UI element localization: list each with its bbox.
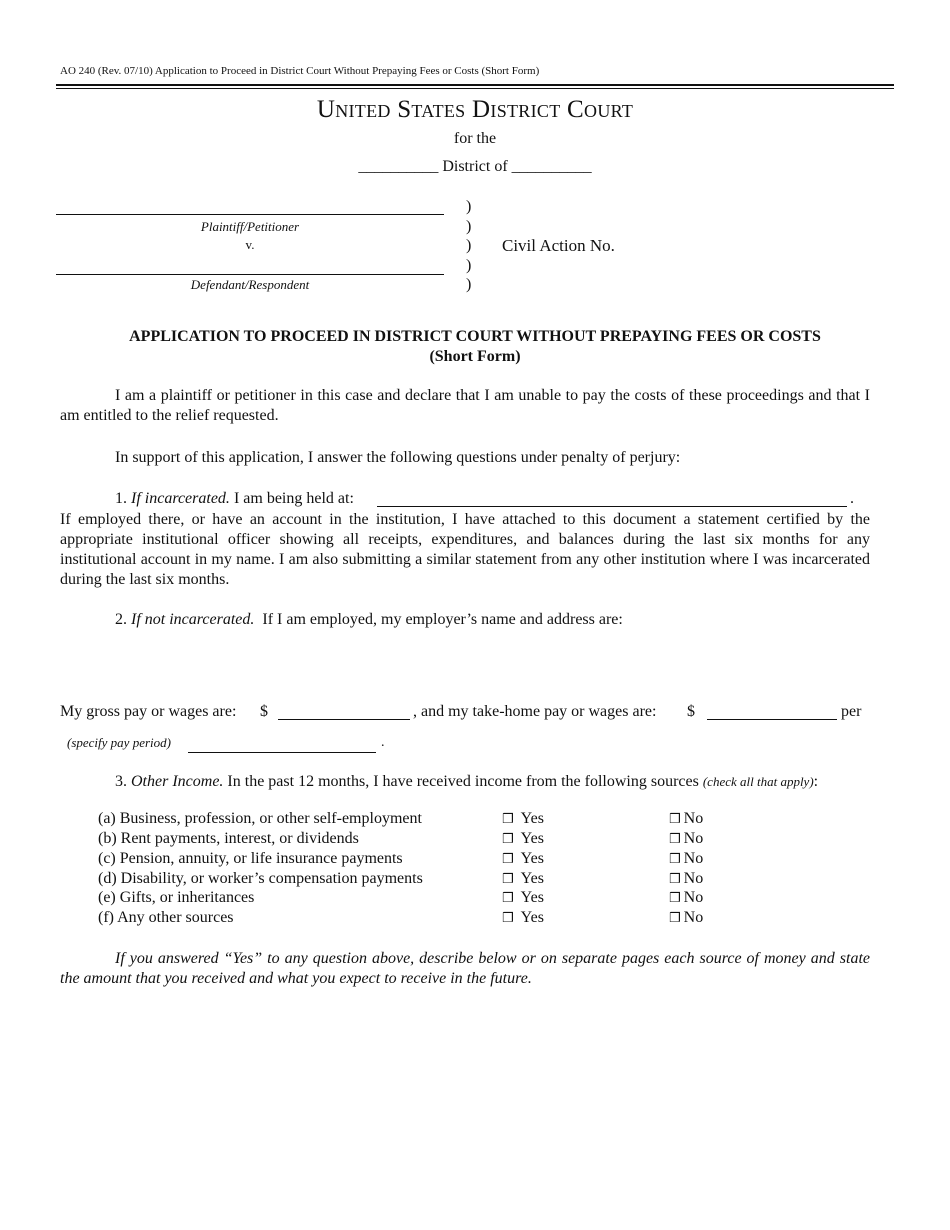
- no-label: No: [683, 909, 704, 926]
- court-name: United States District Court: [316, 96, 634, 123]
- caption-paren: ): [466, 237, 472, 254]
- gross-currency: $: [260, 703, 268, 720]
- q1-heading: If incarcerated.: [131, 490, 230, 507]
- checkbox-no-e[interactable]: [669, 889, 703, 907]
- yes-label: Yes: [520, 810, 544, 827]
- form-title: APPLICATION TO PROCEED IN DISTRICT COURT WITHOUT PREPAYING FEES OR COSTS: [129, 328, 821, 345]
- q3-prompt: In the past 12 months, I have received income from the following sources: [227, 773, 699, 790]
- checkbox-icon: ❒: [669, 891, 681, 906]
- checkbox-yes-d[interactable]: [502, 870, 544, 888]
- checkbox-icon: ❒: [669, 911, 681, 926]
- caption-paren: ): [466, 257, 472, 274]
- takehome-currency: $: [687, 703, 695, 720]
- no-label: No: [683, 830, 704, 847]
- income-source-label: (d) Disability, or worker’s compensation payments: [98, 870, 423, 887]
- checkbox-icon: ❒: [502, 891, 514, 906]
- checkbox-no-f[interactable]: [669, 909, 703, 927]
- checkbox-icon: ❒: [502, 832, 514, 847]
- q1-prompt: I am being held at:: [233, 490, 354, 507]
- checkbox-icon: ❒: [502, 911, 514, 926]
- yes-label: Yes: [520, 889, 544, 906]
- q2-number: 2.: [115, 611, 127, 628]
- takehome-pay-label: , and my take-home pay or wages are:: [413, 703, 657, 720]
- checkbox-yes-b[interactable]: [502, 830, 544, 848]
- checkbox-icon: ❒: [669, 832, 681, 847]
- district-label: District of: [442, 158, 508, 175]
- civil-action-label: Civil Action No.: [502, 236, 615, 255]
- checkbox-no-d[interactable]: [669, 870, 703, 888]
- checkbox-yes-e[interactable]: [502, 889, 544, 907]
- district-blank-left[interactable]: __________: [358, 158, 439, 175]
- versus-label: v.: [245, 237, 255, 252]
- no-label: No: [683, 850, 704, 867]
- q1-prompt-line: [115, 490, 354, 508]
- form-subtitle: (Short Form): [429, 348, 521, 365]
- no-label: No: [683, 870, 704, 887]
- district-blank-right[interactable]: __________: [511, 158, 592, 175]
- declaration-paragraph: I am a plaintiff or petitioner in this case and declare that I am unable to pay the costs of these proceedings and that I am entitled to the relief requested.: [60, 387, 870, 424]
- checkbox-no-b[interactable]: [669, 830, 703, 848]
- income-source-label: (b) Rent payments, interest, or dividends: [98, 830, 359, 847]
- q1-period: .: [850, 490, 854, 507]
- yes-label: Yes: [520, 850, 544, 867]
- pay-period-end: .: [381, 735, 385, 750]
- form-identifier: AO 240 (Rev. 07/10) Application to Proceed in District Court Without Prepaying Fees or Costs (Short Form): [60, 65, 540, 77]
- income-source-label: (e) Gifts, or inheritances: [98, 889, 255, 906]
- header-rule-thick: [56, 84, 894, 86]
- q1-body: If employed there, or have an account in the institution, I have attached to this document a statement certified by the appropriate institutional officer showing all receipts, expenditures, and balances during the last six months for any institutional account in my name. I am also submitting a similar statement from any other institution where I was incarcerated during the last six months.: [60, 511, 870, 588]
- q3-prompt-line: [115, 773, 818, 791]
- checkbox-no-a[interactable]: [669, 810, 703, 828]
- caption-paren: ): [466, 276, 472, 293]
- no-label: No: [683, 810, 704, 827]
- q3-instruction: If you answered “Yes” to any question above, describe below or on separate pages each source of money and state the amount that you received and what you expect to receive in the future.: [60, 950, 870, 987]
- income-source-label: (c) Pension, annuity, or life insurance payments: [98, 850, 403, 867]
- income-source-label: (f) Any other sources: [98, 909, 234, 926]
- institution-field[interactable]: [377, 492, 847, 507]
- yes-label: Yes: [520, 830, 544, 847]
- checkbox-icon: ❒: [502, 852, 514, 867]
- income-source-label: (a) Business, profession, or other self-employment: [98, 810, 422, 827]
- q3-check-note: (check all that apply): [702, 774, 814, 789]
- no-label: No: [683, 889, 704, 906]
- checkbox-no-c[interactable]: [669, 850, 703, 868]
- plaintiff-label: Plaintiff/Petitioner: [200, 219, 300, 234]
- gross-pay-field[interactable]: [278, 705, 410, 720]
- pay-period-field[interactable]: [188, 738, 376, 753]
- per-label: per: [841, 703, 862, 720]
- pay-period-label: (specify pay period): [67, 735, 171, 750]
- checkbox-yes-a[interactable]: [502, 810, 544, 828]
- defendant-name-field[interactable]: [56, 274, 444, 275]
- caption-paren: ): [466, 218, 472, 235]
- checkbox-yes-c[interactable]: [502, 850, 544, 868]
- q3-heading: Other Income.: [131, 773, 224, 790]
- defendant-label: Defendant/Respondent: [190, 277, 310, 292]
- support-paragraph: In support of this application, I answer the following questions under penalty of perjury:: [115, 449, 681, 466]
- checkbox-icon: ❒: [669, 872, 681, 887]
- yes-label: Yes: [520, 870, 544, 887]
- gross-pay-label: My gross pay or wages are:: [60, 703, 237, 720]
- q3-colon: :: [813, 773, 819, 790]
- header-rule-thin: [56, 88, 894, 89]
- caption-paren: ): [466, 198, 472, 215]
- plaintiff-name-field[interactable]: [56, 214, 444, 215]
- checkbox-yes-f[interactable]: [502, 909, 544, 927]
- q2-prompt-line: [115, 611, 623, 629]
- for-the-label: for the: [453, 130, 497, 147]
- q2-heading: If not incarcerated.: [131, 611, 255, 628]
- q2-prompt: If I am employed, my employer’s name and address are:: [262, 611, 623, 628]
- yes-label: Yes: [520, 909, 544, 926]
- checkbox-icon: ❒: [669, 812, 681, 827]
- checkbox-icon: ❒: [502, 812, 514, 827]
- takehome-pay-field[interactable]: [707, 705, 837, 720]
- checkbox-icon: ❒: [502, 872, 514, 887]
- q1-number: 1.: [115, 490, 127, 507]
- district-line: [0, 158, 950, 176]
- checkbox-icon: ❒: [669, 852, 681, 867]
- q3-number: 3.: [115, 773, 127, 790]
